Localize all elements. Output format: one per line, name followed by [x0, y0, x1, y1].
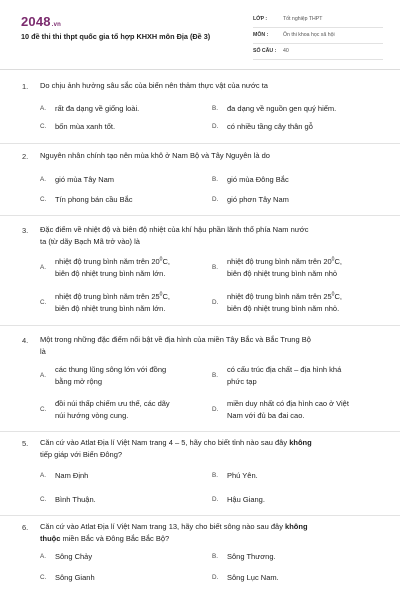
- question-text-line: tiếp giáp với Biển Đông?: [40, 449, 123, 459]
- meta-value: Ôn thi khoa học xã hội: [283, 32, 335, 38]
- option-text: gió mùa Đông Bắc: [227, 175, 289, 184]
- option-letter: C.: [40, 196, 47, 203]
- meta-value: Tốt nghiệp THPT: [283, 16, 323, 22]
- option-text: [55, 398, 170, 421]
- question-2: [0, 144, 400, 216]
- option-text-part: C,: [334, 257, 342, 266]
- option-letter: B.: [212, 176, 218, 183]
- option-text-line: phức tạp: [227, 376, 257, 386]
- document-title: 10 đề thi thi thpt quốc gia tổ hợp KHXH môn Địa (Đề 3): [21, 32, 211, 41]
- option-letter: C.: [40, 123, 47, 130]
- option-letter: B.: [212, 105, 218, 112]
- option-text-part: nhiệt độ trung bình năm trên 25: [55, 292, 160, 301]
- option-text: có nhiều tầng cây thân gỗ: [227, 122, 313, 131]
- meta-row-subject: [253, 30, 383, 44]
- option-letter: D.: [212, 406, 219, 413]
- logo-suffix: .vn: [51, 22, 62, 28]
- option-letter: B.: [212, 472, 218, 479]
- question-number: 2.: [22, 152, 29, 161]
- question-6: [0, 516, 400, 600]
- option-text: Phú Yên.: [227, 471, 258, 480]
- question-5: [0, 432, 400, 516]
- option-text: [227, 364, 341, 387]
- question-4: [0, 326, 400, 432]
- option-text: [55, 256, 170, 279]
- degree-sup: 0: [331, 291, 335, 298]
- degree-sup: 0: [159, 256, 163, 263]
- option-text: Sông Gianh: [55, 573, 95, 582]
- option-text-part: nhiệt độ trung bình năm trên 20: [55, 257, 160, 266]
- option-text-part: C,: [162, 292, 170, 301]
- option-text-line: có cấu trúc địa chất – địa hình khá: [227, 365, 342, 374]
- option-text: [55, 291, 170, 314]
- option-text-part: nhiệt độ trung bình năm trên 20: [227, 257, 332, 266]
- meta-row-class: [253, 14, 383, 28]
- question-text-line: ta (từ dãy Bạch Mã trở vào) là: [40, 236, 140, 246]
- option-letter: A.: [40, 372, 46, 379]
- option-text-part: nhiệt độ trung bình năm trên 25: [227, 292, 332, 301]
- meta-row-count: [253, 46, 383, 60]
- question-text-part: Căn cứ vào Atlat Địa lí Việt Nam trang 13, hãy cho biết sông nào sau đây: [40, 522, 286, 531]
- option-letter: D.: [212, 496, 219, 503]
- option-letter: A.: [40, 176, 46, 183]
- question-text: [40, 521, 380, 544]
- option-text: [55, 364, 166, 387]
- question-1: [0, 70, 400, 144]
- question-text-line: Đặc điểm về nhiệt độ và biên độ nhiệt của khí hậu phần lãnh thổ phía Nam nước: [40, 225, 309, 234]
- option-text-line: biên độ nhiệt trung bình năm nhỏ: [227, 268, 338, 278]
- option-letter: D.: [212, 299, 219, 306]
- question-text-part: miền Bắc và Đông Bắc Bắc Bộ?: [60, 533, 170, 543]
- option-text-line: biên độ nhiệt trung bình năm lớn.: [55, 268, 166, 278]
- option-text-line: biên độ nhiệt trung bình năm nhỏ.: [227, 303, 340, 313]
- question-3: [0, 216, 400, 326]
- question-text: Nguyên nhân chính tạo nên mùa khô ở Nam Bộ và Tây Nguyên là do: [40, 151, 270, 160]
- question-text: Do chịu ảnh hưởng sâu sắc của biển nên thảm thực vật của nước ta: [40, 81, 268, 90]
- exam-header: [0, 0, 400, 70]
- option-letter: D.: [212, 123, 219, 130]
- question-text-part: Căn cứ vào Atlat Địa lí Việt Nam trang 4 – 5, hãy cho biết tỉnh nào sau đây: [40, 438, 290, 447]
- question-number: 1.: [22, 82, 29, 91]
- option-letter: B.: [212, 553, 218, 560]
- option-text: [227, 398, 349, 421]
- option-letter: A.: [40, 553, 46, 560]
- option-text-part: C,: [162, 257, 170, 266]
- exam-meta: [253, 14, 383, 62]
- question-number: 6.: [22, 523, 29, 532]
- option-letter: B.: [212, 372, 218, 379]
- question-number: 4.: [22, 336, 29, 345]
- option-text: [227, 256, 342, 279]
- question-text-emphasis: không: [285, 522, 308, 531]
- option-text: đa dạng về nguồn gen quý hiếm.: [227, 104, 337, 113]
- option-text: bốn mùa xanh tốt.: [55, 122, 116, 131]
- degree-sup: 0: [331, 256, 335, 263]
- option-letter: D.: [212, 196, 219, 203]
- meta-key: MÔN :: [253, 32, 269, 38]
- question-text-line: là: [40, 346, 46, 356]
- option-letter: C.: [40, 299, 47, 306]
- option-text: Bình Thuận.: [55, 495, 96, 504]
- option-text-part: C,: [334, 292, 342, 301]
- option-text-line: miền duy nhất có địa hình cao ở Việt: [227, 399, 349, 408]
- option-text-line: đồi núi thấp chiếm ưu thế, các dãy: [55, 399, 170, 408]
- meta-key: SỐ CÂU :: [253, 48, 277, 54]
- option-letter: D.: [212, 574, 219, 581]
- option-letter: A.: [40, 105, 46, 112]
- question-text: [40, 334, 380, 357]
- option-text: Sông Thương.: [227, 552, 276, 561]
- meta-key: LỚP :: [253, 16, 268, 22]
- option-text: [227, 291, 342, 314]
- question-number: 3.: [22, 226, 29, 235]
- option-text: gió mùa Tây Nam: [55, 175, 115, 184]
- option-text: gió phơn Tây Nam: [227, 195, 289, 204]
- option-text-line: núi hướng vòng cung.: [55, 410, 129, 420]
- option-letter: C.: [40, 574, 47, 581]
- option-text: Hậu Giang.: [227, 495, 265, 504]
- option-text: Sông Chảy: [55, 552, 93, 561]
- question-text-emphasis: không: [289, 438, 312, 447]
- option-text-line: bằng mở rộng: [55, 376, 103, 386]
- option-text-line: biên độ nhiệt trung bình năm lớn.: [55, 303, 166, 313]
- question-number: 5.: [22, 439, 29, 448]
- question-text-emphasis: thuộc: [40, 533, 61, 543]
- degree-sup: 0: [159, 291, 163, 298]
- option-text: Tín phong bán cầu Bắc: [55, 195, 133, 204]
- option-text: Sông Lục Nam.: [227, 573, 279, 582]
- site-logo[interactable]: [21, 14, 61, 29]
- meta-value: 40: [283, 48, 289, 54]
- option-text: rất đa dạng về giống loài.: [55, 104, 140, 113]
- logo-text: 2048: [21, 14, 51, 29]
- question-text: [40, 224, 380, 247]
- option-text: Nam Định: [55, 471, 89, 480]
- question-text: [40, 437, 380, 460]
- option-letter: A.: [40, 472, 46, 479]
- option-letter: C.: [40, 406, 47, 413]
- question-text-line: Một trong những đặc điểm nổi bật về địa hình của miền Tây Bắc và Bắc Trung Bộ: [40, 335, 311, 344]
- option-letter: B.: [212, 264, 218, 271]
- option-text-line: Nam với đủ ba đai cao.: [227, 410, 305, 420]
- option-text-line: các thung lũng sông lớn với đồng: [55, 365, 167, 374]
- option-letter: C.: [40, 496, 47, 503]
- option-letter: A.: [40, 264, 46, 271]
